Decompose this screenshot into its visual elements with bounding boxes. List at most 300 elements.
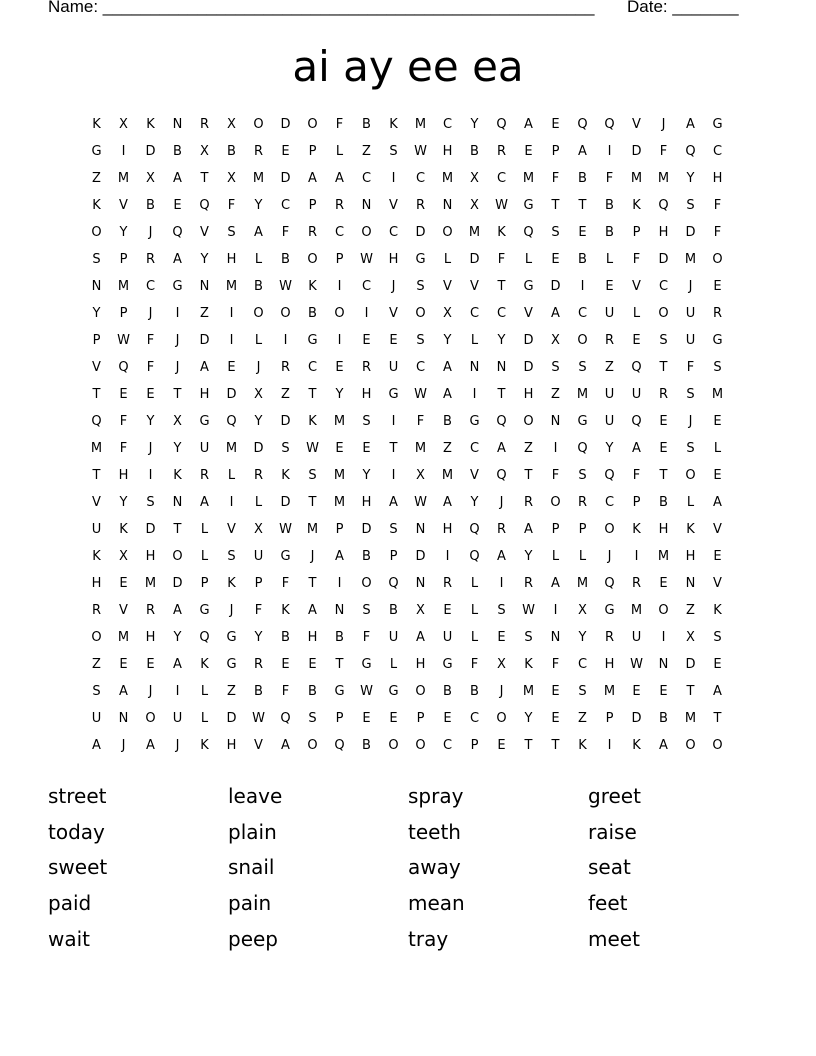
grid-letter: Y bbox=[92, 306, 101, 321]
word-bank-item: raise bbox=[588, 819, 637, 844]
grid-letter: S bbox=[227, 225, 236, 240]
grid-letter: T bbox=[308, 576, 317, 591]
grid-letter: C bbox=[361, 171, 372, 186]
grid-letter: G bbox=[415, 252, 426, 267]
grid-letter: Z bbox=[281, 387, 290, 402]
grid-letter: E bbox=[443, 603, 452, 618]
grid-letter: G bbox=[523, 279, 534, 294]
grid-letter: K bbox=[227, 576, 236, 591]
grid-letter: V bbox=[119, 603, 128, 618]
grid-letter: I bbox=[553, 441, 558, 456]
grid-letter: S bbox=[686, 441, 695, 456]
header bbox=[0, 0, 816, 21]
grid-letter: F bbox=[335, 117, 344, 132]
grid-letter: T bbox=[578, 198, 587, 213]
grid-letter: P bbox=[551, 522, 560, 537]
grid-letter: U bbox=[631, 630, 642, 645]
grid-letter: W bbox=[252, 711, 265, 726]
grid-letter: I bbox=[472, 387, 477, 402]
grid-letter: O bbox=[307, 117, 318, 132]
grid-letter: B bbox=[578, 252, 587, 267]
grid-letter: M bbox=[333, 414, 346, 429]
grid-letter: Q bbox=[199, 198, 210, 213]
grid-letter: F bbox=[713, 225, 722, 240]
name-field-label: Name: ____________________________________________________ bbox=[48, 0, 595, 16]
grid-letter: E bbox=[605, 279, 614, 294]
grid-letter: K bbox=[389, 117, 398, 132]
grid-letter: W bbox=[522, 603, 535, 618]
grid-letter: M bbox=[117, 171, 130, 186]
grid-letter: C bbox=[442, 738, 453, 753]
grid-letter: Y bbox=[686, 171, 695, 186]
grid-letter: I bbox=[580, 279, 585, 294]
grid-letter: B bbox=[254, 684, 263, 699]
grid-letter: W bbox=[495, 198, 508, 213]
grid-letter: K bbox=[578, 738, 587, 753]
grid-letter: C bbox=[388, 225, 399, 240]
grid-letter: W bbox=[414, 144, 427, 159]
grid-letter: X bbox=[173, 414, 182, 429]
grid-letter: L bbox=[389, 657, 398, 672]
grid-letter: E bbox=[335, 441, 344, 456]
grid-letter: O bbox=[685, 468, 696, 483]
grid-letter: R bbox=[91, 603, 102, 618]
grid-letter: E bbox=[713, 279, 722, 294]
word-bank-item: away bbox=[408, 855, 461, 880]
grid-letter: C bbox=[577, 306, 588, 321]
grid-letter: R bbox=[496, 144, 507, 159]
grid-letter: R bbox=[415, 198, 426, 213]
grid-letter: Q bbox=[496, 468, 507, 483]
grid-letter: J bbox=[499, 684, 504, 699]
grid-letter: B bbox=[362, 549, 371, 564]
grid-letter: H bbox=[712, 171, 723, 186]
grid-letter: Y bbox=[254, 414, 263, 429]
grid-letter: Q bbox=[199, 630, 210, 645]
grid-letter: X bbox=[146, 171, 155, 186]
grid-letter: T bbox=[551, 198, 560, 213]
grid-letter: T bbox=[497, 279, 506, 294]
grid-letter: R bbox=[604, 333, 615, 348]
grid-letter: E bbox=[362, 441, 371, 456]
grid-letter: S bbox=[686, 198, 695, 213]
grid-letter: I bbox=[391, 414, 396, 429]
grid-letter: H bbox=[118, 468, 129, 483]
grid-letter: A bbox=[632, 441, 641, 456]
grid-letter: U bbox=[685, 306, 696, 321]
grid-letter: P bbox=[335, 711, 344, 726]
grid-letter: L bbox=[578, 549, 587, 564]
grid-letter: B bbox=[146, 198, 155, 213]
grid-letter: K bbox=[497, 225, 506, 240]
grid-letter: C bbox=[361, 279, 372, 294]
grid-letter: S bbox=[362, 414, 371, 429]
grid-letter: Z bbox=[92, 657, 101, 672]
grid-letter: T bbox=[92, 387, 101, 402]
grid-letter: H bbox=[361, 387, 372, 402]
grid-letter: M bbox=[225, 279, 238, 294]
grid-letter: Q bbox=[658, 198, 669, 213]
grid-letter: B bbox=[659, 495, 668, 510]
grid-letter: P bbox=[470, 738, 479, 753]
grid-letter: X bbox=[227, 117, 236, 132]
grid-letter: G bbox=[361, 657, 372, 672]
grid-letter: O bbox=[253, 306, 264, 321]
grid-letter: L bbox=[470, 630, 479, 645]
grid-letter: L bbox=[470, 603, 479, 618]
grid-letter: I bbox=[283, 333, 288, 348]
grid-letter: L bbox=[254, 252, 263, 267]
grid-letter: M bbox=[333, 468, 346, 483]
grid-letter: Z bbox=[578, 711, 587, 726]
grid-letter: E bbox=[119, 387, 128, 402]
grid-letter: D bbox=[145, 522, 156, 537]
grid-letter: Q bbox=[523, 225, 534, 240]
grid-letter: D bbox=[199, 333, 210, 348]
grid-letter: T bbox=[524, 468, 533, 483]
grid-letter: S bbox=[281, 441, 290, 456]
word-bank-item: snail bbox=[228, 855, 275, 880]
grid-letter: O bbox=[253, 117, 264, 132]
grid-letter: Q bbox=[577, 441, 588, 456]
grid-letter: Q bbox=[577, 117, 588, 132]
grid-letter: I bbox=[634, 549, 639, 564]
grid-letter: D bbox=[415, 225, 426, 240]
grid-letter: E bbox=[308, 657, 317, 672]
grid-letter: P bbox=[335, 522, 344, 537]
grid-letter: F bbox=[713, 198, 722, 213]
grid-letter: A bbox=[200, 360, 209, 375]
grid-letter: C bbox=[658, 279, 669, 294]
grid-letter: S bbox=[713, 630, 722, 645]
grid-letter: G bbox=[226, 630, 237, 645]
grid-letter: A bbox=[335, 171, 344, 186]
grid-letter: Q bbox=[172, 225, 183, 240]
grid-letter: K bbox=[92, 549, 101, 564]
grid-letter: Q bbox=[631, 414, 642, 429]
word-bank-item: sweet bbox=[48, 855, 108, 880]
grid-letter: S bbox=[389, 522, 398, 537]
grid-letter: N bbox=[550, 630, 561, 645]
grid-letter: S bbox=[308, 711, 317, 726]
grid-letter: B bbox=[254, 279, 263, 294]
word-bank bbox=[48, 780, 768, 958]
grid-letter: W bbox=[414, 495, 427, 510]
grid-letter: V bbox=[92, 360, 101, 375]
grid-letter: H bbox=[523, 387, 534, 402]
grid-letter: V bbox=[92, 495, 101, 510]
grid-letter: H bbox=[226, 252, 237, 267]
date-field-label: Date: _______ bbox=[627, 0, 739, 16]
grid-letter: N bbox=[469, 360, 480, 375]
grid-letter: X bbox=[254, 387, 263, 402]
grid-letter: N bbox=[334, 603, 345, 618]
grid-letter: N bbox=[658, 657, 669, 672]
grid-letter: Z bbox=[605, 360, 614, 375]
grid-letter: L bbox=[200, 522, 209, 537]
word-bank-item: wait bbox=[48, 926, 91, 951]
grid-letter: A bbox=[254, 225, 263, 240]
grid-letter: E bbox=[551, 117, 560, 132]
grid-letter: G bbox=[712, 333, 723, 348]
grid-letter: T bbox=[713, 711, 722, 726]
grid-letter: P bbox=[308, 144, 317, 159]
grid-letter: M bbox=[117, 279, 130, 294]
word-bank-item: peep bbox=[228, 926, 278, 951]
grid-letter: E bbox=[389, 333, 398, 348]
grid-letter: I bbox=[391, 468, 396, 483]
grid-letter: Z bbox=[524, 441, 533, 456]
grid-letter: A bbox=[443, 387, 452, 402]
grid-letter: K bbox=[308, 414, 317, 429]
grid-letter: L bbox=[470, 576, 479, 591]
grid-letter: O bbox=[712, 738, 723, 753]
grid-letter: C bbox=[415, 171, 426, 186]
grid-letter: D bbox=[469, 252, 480, 267]
grid-letter: H bbox=[145, 549, 156, 564]
grid-letter: V bbox=[632, 279, 641, 294]
grid-letter: Y bbox=[470, 117, 479, 132]
grid-letter: E bbox=[551, 684, 560, 699]
grid-letter: W bbox=[117, 333, 130, 348]
grid-letter: A bbox=[443, 495, 452, 510]
grid-letter: C bbox=[334, 225, 345, 240]
grid-letter: S bbox=[416, 279, 425, 294]
grid-letter: B bbox=[443, 414, 452, 429]
grid-letter: T bbox=[551, 738, 560, 753]
grid-letter: H bbox=[145, 630, 156, 645]
grid-letter: C bbox=[469, 711, 480, 726]
grid-letter: V bbox=[470, 279, 479, 294]
grid-letter: C bbox=[604, 495, 615, 510]
grid-letter: L bbox=[605, 252, 614, 267]
grid-letter: I bbox=[364, 306, 369, 321]
grid-letter: L bbox=[443, 252, 452, 267]
grid-letter: F bbox=[551, 657, 560, 672]
grid-letter: X bbox=[497, 657, 506, 672]
grid-letter: J bbox=[256, 360, 261, 375]
grid-letter: D bbox=[523, 360, 534, 375]
grid-letter: E bbox=[146, 657, 155, 672]
grid-letter: C bbox=[469, 306, 480, 321]
grid-letter: L bbox=[686, 495, 695, 510]
grid-letter: L bbox=[200, 549, 209, 564]
grid-letter: B bbox=[281, 630, 290, 645]
grid-letter: U bbox=[388, 630, 399, 645]
grid-letter: Y bbox=[362, 468, 371, 483]
grid-letter: W bbox=[360, 252, 373, 267]
grid-letter: J bbox=[688, 279, 693, 294]
grid-letter: S bbox=[524, 630, 533, 645]
grid-letter: M bbox=[117, 630, 130, 645]
grid-letter: C bbox=[496, 171, 507, 186]
grid-letter: F bbox=[605, 171, 614, 186]
grid-letter: T bbox=[659, 360, 668, 375]
grid-letter: Q bbox=[496, 117, 507, 132]
grid-letter: X bbox=[119, 117, 128, 132]
grid-letter: H bbox=[685, 549, 696, 564]
grid-letter: Y bbox=[335, 387, 344, 402]
grid-letter: P bbox=[308, 198, 317, 213]
grid-letter: A bbox=[713, 495, 722, 510]
grid-letter: F bbox=[632, 468, 641, 483]
grid-letter: B bbox=[605, 198, 614, 213]
grid-letter: B bbox=[362, 738, 371, 753]
grid-letter: T bbox=[389, 441, 398, 456]
grid-letter: F bbox=[281, 225, 290, 240]
grid-letter: H bbox=[442, 144, 453, 159]
grid-letter: E bbox=[713, 468, 722, 483]
grid-letter: M bbox=[711, 387, 724, 402]
grid-letter: W bbox=[360, 684, 373, 699]
grid-letter: A bbox=[308, 603, 317, 618]
grid-letter: E bbox=[659, 684, 668, 699]
grid-letter: M bbox=[306, 522, 319, 537]
word-bank-item: greet bbox=[588, 784, 641, 808]
grid-letter: V bbox=[524, 306, 533, 321]
grid-letter: S bbox=[389, 144, 398, 159]
grid-letter: Q bbox=[118, 360, 129, 375]
grid-letter: M bbox=[603, 684, 616, 699]
grid-letter: F bbox=[119, 414, 128, 429]
grid-letter: N bbox=[550, 414, 561, 429]
grid-letter: U bbox=[631, 387, 642, 402]
grid-letter: Y bbox=[524, 711, 533, 726]
grid-letter: F bbox=[632, 252, 641, 267]
grid-letter: A bbox=[200, 495, 209, 510]
grid-letter: Y bbox=[497, 333, 506, 348]
grid-letter: S bbox=[551, 360, 560, 375]
grid-letter: D bbox=[145, 144, 156, 159]
grid-letter: D bbox=[226, 711, 237, 726]
grid-letter: O bbox=[442, 225, 453, 240]
word-bank-item: meet bbox=[588, 926, 640, 951]
grid-letter: I bbox=[553, 603, 558, 618]
grid-letter: F bbox=[227, 198, 236, 213]
word-bank-item: feet bbox=[588, 891, 628, 916]
grid-letter: R bbox=[631, 576, 642, 591]
grid-letter: O bbox=[523, 414, 534, 429]
grid-letter: O bbox=[361, 576, 372, 591]
page-title: ai ay ee ea bbox=[292, 42, 524, 91]
grid-letter: K bbox=[200, 657, 209, 672]
grid-letter: T bbox=[173, 522, 182, 537]
word-bank-item: teeth bbox=[408, 819, 461, 844]
grid-letter: R bbox=[712, 306, 723, 321]
word-bank-item: plain bbox=[228, 819, 277, 844]
grid-letter: R bbox=[496, 522, 507, 537]
grid-letter: F bbox=[416, 414, 425, 429]
grid-letter: M bbox=[684, 252, 697, 267]
grid-letter: I bbox=[445, 549, 450, 564]
grid-letter: K bbox=[308, 279, 317, 294]
grid-letter: D bbox=[280, 414, 291, 429]
grid-letter: X bbox=[416, 603, 425, 618]
grid-letter: F bbox=[362, 630, 371, 645]
letter-grid bbox=[83, 111, 731, 759]
grid-letter: E bbox=[578, 225, 587, 240]
grid-letter: L bbox=[470, 333, 479, 348]
grid-letter: G bbox=[334, 684, 345, 699]
grid-letter: R bbox=[442, 576, 453, 591]
grid-letter: T bbox=[92, 468, 101, 483]
grid-letter: K bbox=[281, 603, 290, 618]
grid-letter: D bbox=[280, 171, 291, 186]
grid-letter: M bbox=[522, 171, 535, 186]
grid-letter: Y bbox=[119, 225, 128, 240]
grid-letter: P bbox=[119, 306, 128, 321]
grid-letter: R bbox=[361, 360, 372, 375]
grid-letter: E bbox=[362, 333, 371, 348]
grid-letter: T bbox=[335, 657, 344, 672]
grid-letter: Z bbox=[551, 387, 560, 402]
grid-letter: T bbox=[173, 387, 182, 402]
grid-letter: J bbox=[607, 549, 612, 564]
grid-letter: D bbox=[280, 117, 291, 132]
grid-letter: R bbox=[604, 630, 615, 645]
grid-letter: G bbox=[388, 684, 399, 699]
grid-letter: U bbox=[604, 414, 615, 429]
grid-letter: A bbox=[335, 549, 344, 564]
grid-letter: N bbox=[361, 198, 372, 213]
grid-letter: H bbox=[307, 630, 318, 645]
grid-letter: U bbox=[442, 630, 453, 645]
grid-letter: Q bbox=[388, 576, 399, 591]
grid-letter: W bbox=[414, 387, 427, 402]
grid-letter: J bbox=[175, 333, 180, 348]
grid-letter: A bbox=[173, 657, 182, 672]
grid-letter: T bbox=[308, 495, 317, 510]
grid-letter: O bbox=[172, 549, 183, 564]
grid-letter: G bbox=[280, 549, 291, 564]
grid-letter: S bbox=[416, 333, 425, 348]
grid-letter: J bbox=[391, 279, 396, 294]
grid-letter: H bbox=[199, 387, 210, 402]
grid-letter: N bbox=[496, 360, 507, 375]
grid-letter: R bbox=[280, 360, 291, 375]
grid-letter: K bbox=[92, 117, 101, 132]
grid-letter: K bbox=[173, 468, 182, 483]
grid-letter: L bbox=[254, 495, 263, 510]
grid-letter: A bbox=[497, 549, 506, 564]
grid-letter: K bbox=[92, 198, 101, 213]
grid-letter: G bbox=[91, 144, 102, 159]
grid-letter: E bbox=[281, 144, 290, 159]
grid-letter: M bbox=[576, 387, 589, 402]
grid-letter: S bbox=[92, 684, 101, 699]
grid-letter: I bbox=[229, 306, 234, 321]
grid-letter: U bbox=[199, 441, 210, 456]
grid-letter: D bbox=[523, 333, 534, 348]
grid-letter: B bbox=[308, 306, 317, 321]
grid-letter: Y bbox=[470, 495, 479, 510]
grid-letter: T bbox=[200, 171, 209, 186]
grid-letter: C bbox=[712, 144, 723, 159]
grid-letter: X bbox=[443, 306, 452, 321]
grid-letter: O bbox=[415, 738, 426, 753]
grid-letter: G bbox=[388, 387, 399, 402]
grid-letter: O bbox=[604, 522, 615, 537]
grid-letter: P bbox=[605, 711, 614, 726]
grid-letter: I bbox=[661, 630, 666, 645]
grid-letter: G bbox=[523, 198, 534, 213]
grid-letter: Y bbox=[173, 630, 182, 645]
grid-letter: P bbox=[416, 711, 425, 726]
grid-letter: E bbox=[551, 252, 560, 267]
grid-letter: I bbox=[337, 576, 342, 591]
grid-letter: E bbox=[389, 711, 398, 726]
grid-letter: D bbox=[550, 279, 561, 294]
